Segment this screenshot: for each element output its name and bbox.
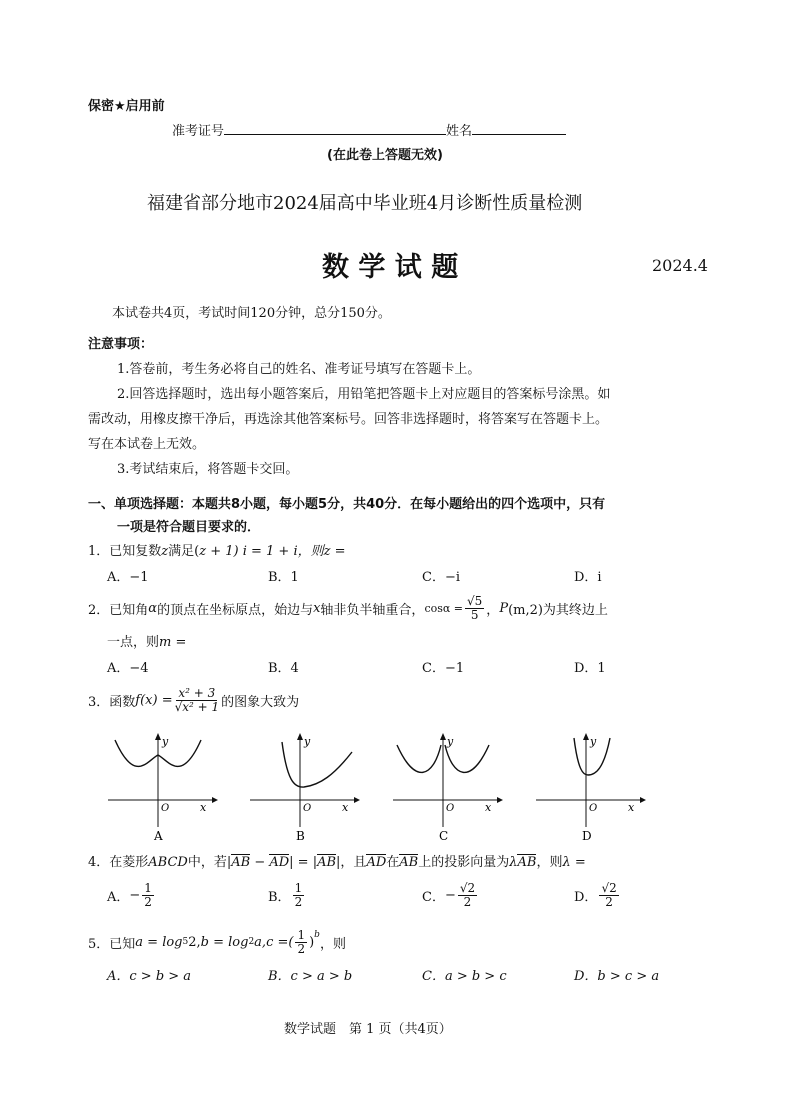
graph-label-d: D <box>582 829 592 843</box>
q5-sup: b <box>314 930 320 940</box>
frac-den: 2 <box>144 894 152 909</box>
x-label: x <box>342 801 349 814</box>
option-fraction <box>293 882 305 908</box>
frac-num: 1 <box>144 880 152 895</box>
q2-text: ， <box>486 602 500 618</box>
q1-text: z + 1) i = 1 + i，则 <box>199 544 324 559</box>
exam-id-row <box>172 120 566 139</box>
q4-text: |，且 <box>336 855 367 870</box>
x-label: x <box>200 801 207 814</box>
subject-title: 数 学 试 题 <box>322 252 459 283</box>
q3-var: f <box>135 692 141 708</box>
question-2-stem-cont <box>107 631 186 650</box>
note-item-2-line3: 写在本试卷上无效。 <box>88 437 206 452</box>
q4-option-c <box>422 877 479 913</box>
q3-text: (x) = <box>140 692 173 708</box>
q2-fraction <box>465 595 484 621</box>
q4-vector: AB <box>517 855 537 870</box>
q2-cos: cosα = <box>424 601 464 615</box>
page-footer: 数学试题 第 1 页（共4页） <box>284 1022 452 1037</box>
q4-vector: AB <box>231 855 251 870</box>
option-label: B． <box>268 889 291 905</box>
q4-var: ABCD <box>148 855 188 870</box>
origin-label: O <box>446 803 455 814</box>
curve <box>282 742 352 787</box>
q4-option-a <box>107 877 156 913</box>
q4-option-b <box>268 877 306 913</box>
q2-text: 的顶点在坐标原点，始边与 <box>157 602 314 618</box>
x-label: x <box>628 801 635 814</box>
q3-frac-den: √x² + 1 <box>174 699 220 714</box>
q5-text: ，则 <box>319 936 346 952</box>
q3-text: 3．函数 <box>88 694 136 710</box>
x-axis-arrow <box>497 797 503 803</box>
q2-text: 一点，则 <box>107 635 160 650</box>
y-axis-arrow <box>297 733 303 740</box>
q5-sub: 2 <box>248 937 255 947</box>
q3-fraction <box>175 687 220 713</box>
note-item-2-line1: 2.回答选择题时，选出每小题答案后，用铅笔把答题卡上对应题目的答案标号涂黑。如 <box>117 387 611 402</box>
q4-text: 4．在菱形 <box>88 855 149 870</box>
question-3-stem <box>88 680 299 720</box>
q3-text: 的图象大致为 <box>221 694 300 710</box>
q5-expr: a = log <box>135 934 183 950</box>
graph-label-b: B <box>296 829 305 843</box>
y-label: y <box>162 735 169 748</box>
note-item-3: 3.考试结束后，将答题卡交回。 <box>117 462 299 477</box>
origin-label: O <box>161 803 170 814</box>
notes-heading: 注意事项： <box>88 337 154 352</box>
option-sign: − <box>129 887 141 903</box>
frac-num: √2 <box>601 880 617 895</box>
question-5-stem <box>88 924 346 960</box>
q4-text: 上的投影向量为 <box>418 855 510 870</box>
q5-option-d: D．b > c > a <box>574 969 660 984</box>
q2-text: 2．已知角 <box>88 602 149 618</box>
q2-frac-num: √5 <box>467 593 483 608</box>
q1-text: 满足( <box>168 544 200 559</box>
q4-text: 中，若| <box>187 855 232 870</box>
option-sign: − <box>444 887 456 903</box>
q1-option-a: A．−1 <box>107 570 149 585</box>
section-heading-line2: 一项是符合题目要求的． <box>117 520 261 535</box>
x-axis-arrow <box>354 797 360 803</box>
exam-intro: 本试卷共4页，考试时间120分钟，总分150分。 <box>112 306 391 321</box>
y-label: y <box>590 735 597 748</box>
q2-var: P <box>499 600 509 616</box>
exam-id-blank[interactable] <box>224 120 446 135</box>
y-axis-arrow <box>583 733 589 740</box>
exam-date: 2024.4 <box>652 256 708 275</box>
graph-label-a: A <box>154 829 163 843</box>
frac-den: 2 <box>463 894 472 909</box>
q5-sub: 5 <box>182 937 189 947</box>
q1-option-c: C．−i <box>422 570 460 585</box>
exam-title: 福建省部分地市2024届高中毕业班4月诊断性质量检测 <box>147 193 583 214</box>
exam-id-label: 准考证号 <box>172 124 225 139</box>
section-heading-line1: 一、单项选择题：本题共8小题，每小题5分，共40分．在每小题给出的四个选项中，只有 <box>88 497 606 512</box>
question-2-stem <box>88 591 608 625</box>
frac-den: 2 <box>605 894 613 909</box>
graph-d[interactable] <box>536 733 646 843</box>
q5-option-c: C．a > b > c <box>422 969 507 984</box>
graph-c[interactable] <box>393 733 503 843</box>
y-axis-arrow <box>155 733 161 740</box>
q5-fraction <box>295 929 307 955</box>
q4-var: λ <box>509 855 518 870</box>
q4-vector: AB <box>399 855 419 870</box>
q4-text: 在 <box>386 855 400 870</box>
q4-text: − <box>250 855 270 870</box>
q2-text: 轴非负半轴重合， <box>320 602 425 618</box>
option-label: A． <box>107 889 130 905</box>
q5-text: 5．已知 <box>88 936 136 952</box>
q4-text: ，则 <box>536 855 563 870</box>
q4-vector: AD <box>366 855 387 870</box>
note-item-2-line2: 需改动，用橡皮擦干净后，再选涂其他答案标号。回答非选择题时，将答案写在答题卡上。 <box>88 412 609 427</box>
q2-var: α <box>148 600 158 616</box>
option-label: C． <box>422 889 445 905</box>
y-axis-arrow <box>440 733 446 740</box>
frac-num: 1 <box>297 927 306 942</box>
frac-den: 2 <box>297 941 306 956</box>
q4-var: λ = <box>562 855 586 870</box>
q5-text: a, <box>254 934 267 950</box>
y-label: y <box>447 735 454 748</box>
q5-expr: b = log <box>200 934 249 950</box>
q3-frac-num: x² + 3 <box>178 685 216 700</box>
q3-graphs <box>100 730 720 845</box>
q1-var: z <box>161 544 169 559</box>
x-axis-arrow <box>212 797 218 803</box>
q5-expr: c =( <box>266 934 294 950</box>
secret-label: 保密★启用前 <box>88 99 165 114</box>
question-1-stem <box>88 540 345 559</box>
q2-text: (m,2)为其终边上 <box>508 602 608 618</box>
q5-text: 2, <box>188 934 201 950</box>
q4-vector: AB <box>317 855 337 870</box>
q2-option-a: A．−4 <box>107 661 149 676</box>
graph-b[interactable] <box>250 733 360 843</box>
q5-option-b: B．c > a > b <box>268 969 353 984</box>
graph-a[interactable] <box>108 733 218 843</box>
option-fraction <box>142 882 154 908</box>
q4-option-d <box>574 877 621 913</box>
q1-option-d: D．i <box>574 570 602 585</box>
option-fraction <box>458 882 477 908</box>
q4-text: | = | <box>289 855 318 870</box>
frac-num: √2 <box>459 880 476 895</box>
origin-label: O <box>303 803 312 814</box>
frac-den: 2 <box>294 894 303 909</box>
q2-var: m = <box>159 635 187 650</box>
q2-var: x <box>313 600 321 616</box>
name-label: 姓名 <box>446 124 473 139</box>
note-item-1: 1.答卷前，考生务必将自己的姓名、准考证号填写在答题卡上。 <box>117 362 481 377</box>
origin-label: O <box>589 803 598 814</box>
q5-text: ) <box>309 934 315 950</box>
graph-label-c: C <box>439 829 449 843</box>
q2-option-d: D．1 <box>574 661 606 676</box>
q2-frac-den: 5 <box>470 607 479 622</box>
q5-option-a: A．c > b > a <box>107 969 192 984</box>
x-axis-arrow <box>640 797 646 803</box>
q4-vector: AD <box>269 855 290 870</box>
header-notice: (在此卷上答题无效) <box>327 148 443 163</box>
option-label: D． <box>574 889 598 905</box>
q1-text: z = <box>323 544 346 559</box>
q2-option-b: B．4 <box>268 661 299 676</box>
question-4-stem <box>88 851 586 870</box>
name-blank[interactable] <box>472 120 566 135</box>
frac-num: 1 <box>294 880 303 895</box>
x-label: x <box>485 801 492 814</box>
option-fraction <box>599 882 618 908</box>
q2-option-c: C．−1 <box>422 661 465 676</box>
q1-text: 1．已知复数 <box>88 544 162 559</box>
y-label: y <box>304 735 311 748</box>
q1-option-b: B．1 <box>268 570 299 585</box>
